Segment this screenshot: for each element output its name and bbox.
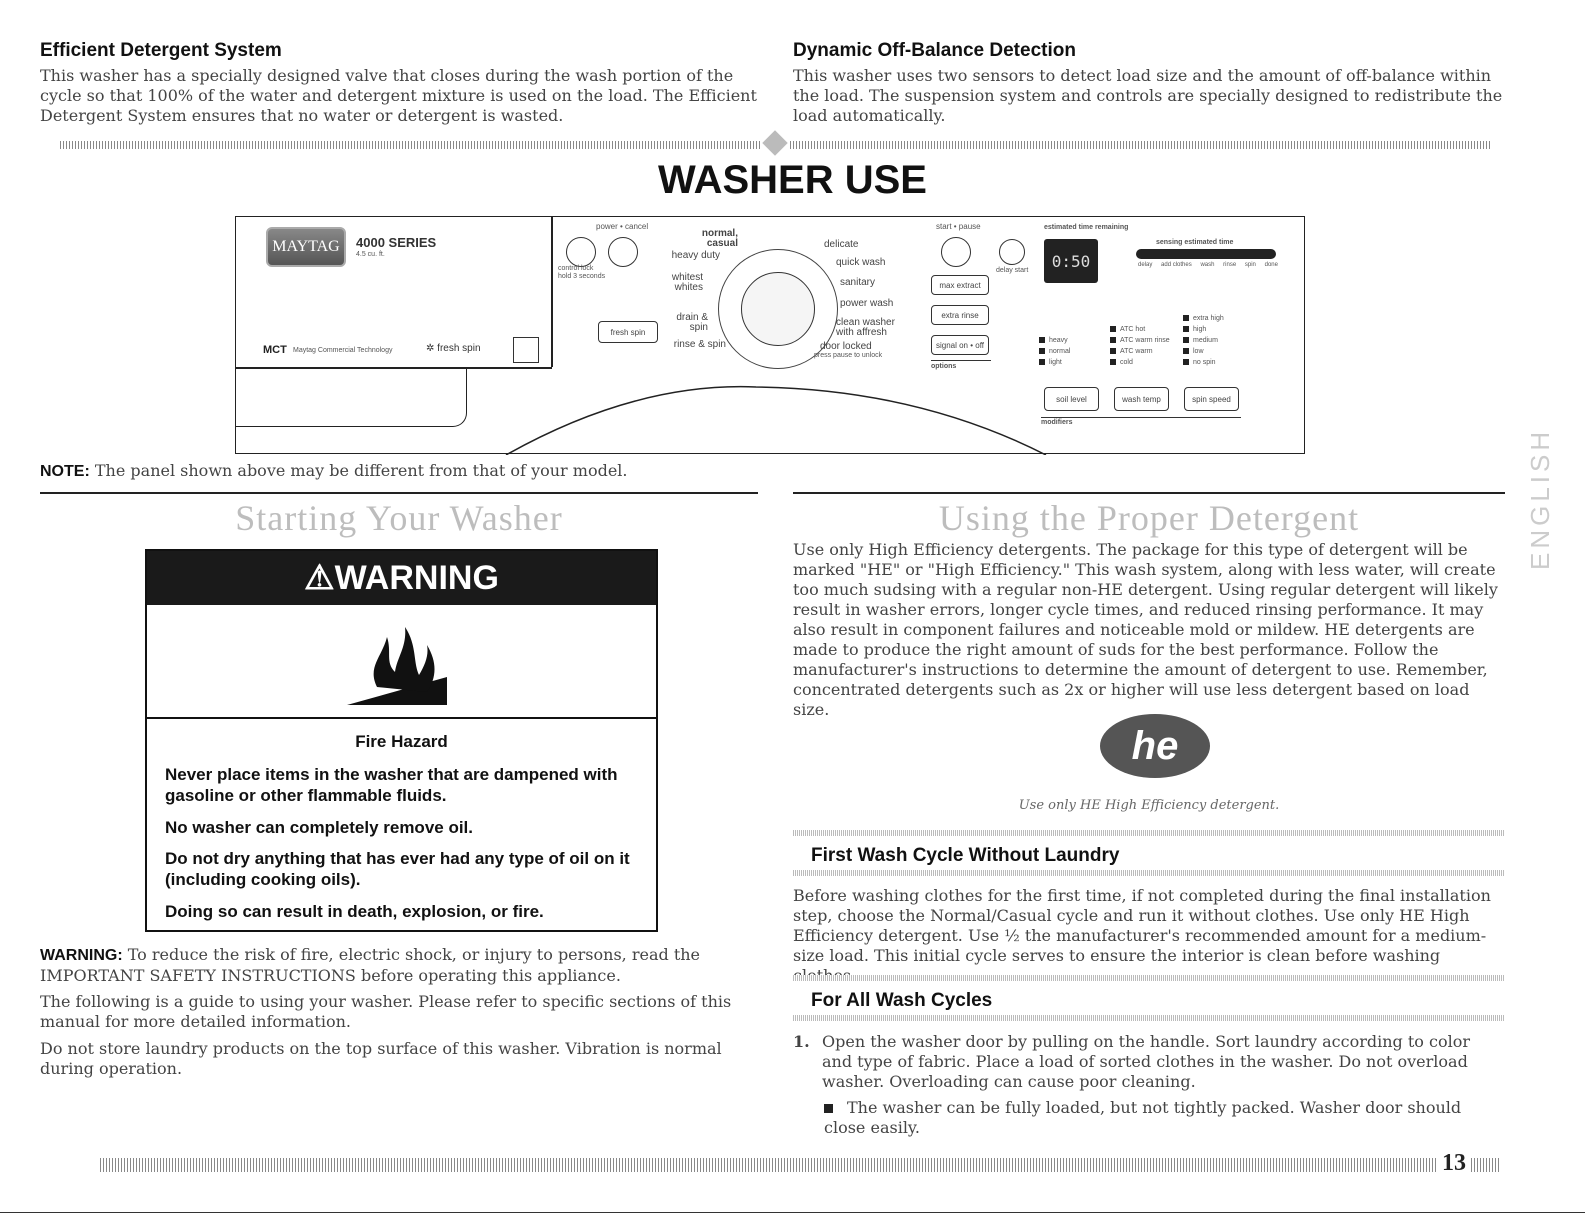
left-column-rule	[40, 492, 758, 494]
bullet-item	[824, 1098, 1505, 1138]
first-wash-heading: First Wash Cycle Without Laundry	[811, 845, 1120, 866]
power-button[interactable]	[608, 237, 638, 267]
capacity-label: 4.5 cu. ft.	[356, 251, 385, 258]
delay-start-button[interactable]	[999, 239, 1025, 265]
mct-label: MCT	[263, 344, 287, 356]
fire-symbol-area	[147, 605, 656, 719]
page-number: 13	[1438, 1150, 1470, 1177]
options-rule	[931, 360, 991, 361]
speed-no-spin: no spin	[1193, 359, 1216, 366]
temp-cold: cold	[1120, 359, 1133, 366]
fresh-spin-logo	[426, 343, 481, 354]
power-cancel-label: power • cancel	[596, 222, 649, 231]
temp-warm-rinse: ATC warm rinse	[1120, 337, 1170, 344]
footer-bar	[100, 1158, 1500, 1172]
options-label: options	[931, 363, 957, 370]
first-wash-rule-bottom	[793, 870, 1505, 876]
control-lock-label: control lock	[558, 265, 594, 272]
cycle-sanitary[interactable]: sanitary	[840, 277, 876, 288]
warning-label: WARNING:	[40, 947, 123, 964]
status-bar	[1136, 249, 1276, 259]
time-display: 0:50	[1044, 239, 1098, 283]
all-cycles-rule-bottom	[793, 1015, 1505, 1021]
sensing-label: sensing estimated time	[1156, 239, 1234, 246]
cycle-whitest-whites[interactable]: whitest whites	[671, 272, 703, 293]
cycle-dial[interactable]	[741, 272, 815, 346]
step-number: 1.	[793, 1032, 810, 1051]
warning-box	[145, 549, 658, 932]
all-cycles-heading: For All Wash Cycles	[811, 990, 993, 1011]
soil-normal: normal	[1049, 348, 1071, 355]
he-logo: he	[1100, 714, 1210, 778]
all-cycles-rule-top	[793, 975, 1505, 981]
press-pause-label: press pause to unlock	[814, 352, 883, 359]
cycle-clean-washer[interactable]: clean washer with affresh	[836, 317, 895, 338]
fresh-spin-logo-text: fresh spin	[437, 343, 481, 354]
hold-seconds-label: hold 3 seconds	[558, 273, 606, 280]
hazard-line-3: Do not dry anything that has ever had any type of oil on it (including cooking oils).	[165, 849, 630, 889]
series-label: 4000 SERIES	[356, 235, 437, 250]
status-step: rinse	[1223, 262, 1237, 268]
modifiers-rule	[1041, 417, 1241, 418]
step-text: Open the washer door by pulling on the handle. Sort laundry according to color and type of fabric. Place a load of sorted clothes in the washer. Do not overload washer. Overloading can cause poor cleaning.	[822, 1032, 1470, 1091]
soil-level-button[interactable]: soil level	[1044, 387, 1099, 411]
divider-right	[790, 141, 1490, 149]
divider-diamond	[762, 130, 787, 155]
panel-note	[40, 461, 628, 482]
cycle-heavy-duty[interactable]: heavy duty	[671, 250, 720, 261]
starting-title: Starting Your Washer	[235, 498, 563, 538]
note-text: The panel shown above may be different from that of your model.	[94, 461, 628, 480]
first-wash-rule-top	[793, 830, 1505, 836]
note-label: NOTE:	[40, 463, 90, 480]
detergent-text: Use only High Efficiency detergents. The package for this type of detergent will be marked "HE" or "High Efficiency." This wash system, along with less water, will create too much sudsing with a regular non-HE detergent. Using regular detergent will likely result in washer errors, longer cycle times, and reduced rinsing performance. It may also result in component failures and noticeable mold or mildew. HE detergents are made to produce the right amount of suds for the best performance. Follow the manufacturer's instructions to determine the amount of detergent to use. Remember, concentrated detergents such as 2x or higher will use less detergent based on load size.	[793, 540, 1498, 719]
speed-high: high	[1193, 326, 1207, 333]
status-step: spin	[1244, 262, 1256, 268]
off-balance-text: This washer uses two sensors to detect load size and the amount of off-balance within the load. The suspension system and controls are specially designed to redistribute the load automatically.	[793, 66, 1503, 125]
wash-temp-button[interactable]: wash temp	[1114, 387, 1169, 411]
signal-button[interactable]: signal on • off	[931, 335, 989, 355]
speed-medium: medium	[1193, 337, 1218, 344]
max-extract-button[interactable]: max extract	[931, 275, 989, 295]
speed-indicators	[1183, 313, 1224, 368]
fresh-spin-button[interactable]: fresh spin	[598, 321, 658, 343]
off-balance-heading: Dynamic Off-Balance Detection	[793, 40, 1076, 61]
cycle-normal-casual[interactable]: normal, casual	[701, 228, 738, 249]
temp-hot: ATC hot	[1120, 326, 1146, 333]
est-time-label: estimated time remaining	[1044, 224, 1129, 231]
storage-paragraph: Do not store laundry products on the top surface of this washer. Vibration is normal during operation.	[40, 1039, 722, 1078]
efficient-detergent-heading: Efficient Detergent System	[40, 40, 282, 61]
washer-use-title: WASHER USE	[658, 158, 927, 202]
bullet-icon	[824, 1104, 833, 1113]
start-pause-button[interactable]	[941, 237, 971, 267]
status-step: delay	[1138, 262, 1153, 268]
bullet-text: The washer can be fully loaded, but not tightly packed. Washer door should close easily.	[824, 1098, 1462, 1137]
status-step: add clothes	[1161, 262, 1192, 268]
modifiers-label: modifiers	[1041, 419, 1073, 426]
spin-speed-button[interactable]: spin speed	[1184, 387, 1239, 411]
fire-hazard-title: Fire Hazard	[355, 732, 448, 751]
he-caption: Use only HE High Efficiency detergent.	[1018, 798, 1280, 813]
delay-start-label: delay start	[996, 267, 1029, 274]
warning-banner-text: WARNING	[334, 558, 499, 597]
warning-text: To reduce the risk of fire, electric shock, or injury to persons, read the IMPORTANT SAFETY INSTRUCTIONS before operating this appliance.	[40, 945, 701, 985]
start-pause-label: start • pause	[936, 222, 981, 231]
temp-indicators	[1110, 324, 1170, 368]
cycle-rinse-spin[interactable]: rinse & spin	[673, 339, 726, 350]
control-lock-button[interactable]	[566, 237, 596, 267]
guide-paragraph: The following is a guide to using your washer. Please refer to specific sections of this manual for more detailed information.	[40, 992, 732, 1031]
fire-hazard-icon	[337, 617, 457, 707]
speed-extra-high: extra high	[1193, 315, 1224, 322]
extra-rinse-button[interactable]: extra rinse	[931, 305, 989, 325]
warning-triangle-icon: ⚠	[304, 559, 335, 597]
warning-banner	[147, 551, 656, 605]
control-panel	[235, 216, 1305, 454]
cycle-drain-spin[interactable]: drain & spin	[676, 312, 708, 333]
panel-arc	[236, 367, 1306, 455]
warning-paragraph	[40, 945, 755, 986]
door-locked-label: door locked	[820, 341, 872, 352]
status-step: done	[1264, 262, 1278, 268]
right-column-rule	[793, 492, 1505, 494]
bottom-edge-rule	[0, 1212, 1585, 1213]
soil-heavy: heavy	[1049, 337, 1068, 344]
fresh-spin-icon: ✲	[426, 343, 438, 354]
energy-star-icon	[513, 337, 539, 363]
cycle-quick-wash[interactable]: quick wash	[836, 257, 886, 268]
status-step: wash	[1200, 262, 1215, 268]
hazard-line-4: Doing so can result in death, explosion, or fire.	[165, 902, 544, 921]
speed-low: low	[1193, 348, 1204, 355]
mct-text: Maytag Commercial Technology	[293, 347, 393, 354]
soil-indicators	[1039, 335, 1070, 368]
first-wash-text: Before washing clothes for the first time, if not completed during the final installation step, choose the Normal/Casual cycle and run it without clothes. Use only HE High Efficiency detergent. Use ½ the manufacturer's recommended amount for a medium-size load. This initial cycle serves to ensure the interior is clean before washing	[793, 886, 1491, 965]
language-tab: ENGLISH	[1525, 427, 1555, 570]
efficient-detergent-text: This washer has a specially designed valve that closes during the wash portion of the cycle so that 100% of the water and detergent mixture is used on the load. The Efficient Detergent System ensures that no water or detergent is wasted.	[40, 66, 757, 125]
cycle-power-wash[interactable]: power wash	[840, 298, 894, 309]
detergent-title: Using the Proper Detergent	[938, 498, 1360, 538]
soil-light: light	[1049, 359, 1062, 366]
temp-warm: ATC warm	[1120, 348, 1153, 355]
hazard-line-2: No washer can completely remove oil.	[165, 818, 474, 837]
cycle-delicate[interactable]: delicate	[824, 239, 859, 250]
status-steps	[1138, 262, 1278, 268]
panel-divider	[551, 217, 553, 367]
divider-left	[60, 141, 760, 149]
maytag-logo: MAYTAG	[266, 227, 346, 267]
hazard-line-1: Never place items in the washer that are dampened with gasoline or other flammable fluids.	[165, 765, 618, 805]
